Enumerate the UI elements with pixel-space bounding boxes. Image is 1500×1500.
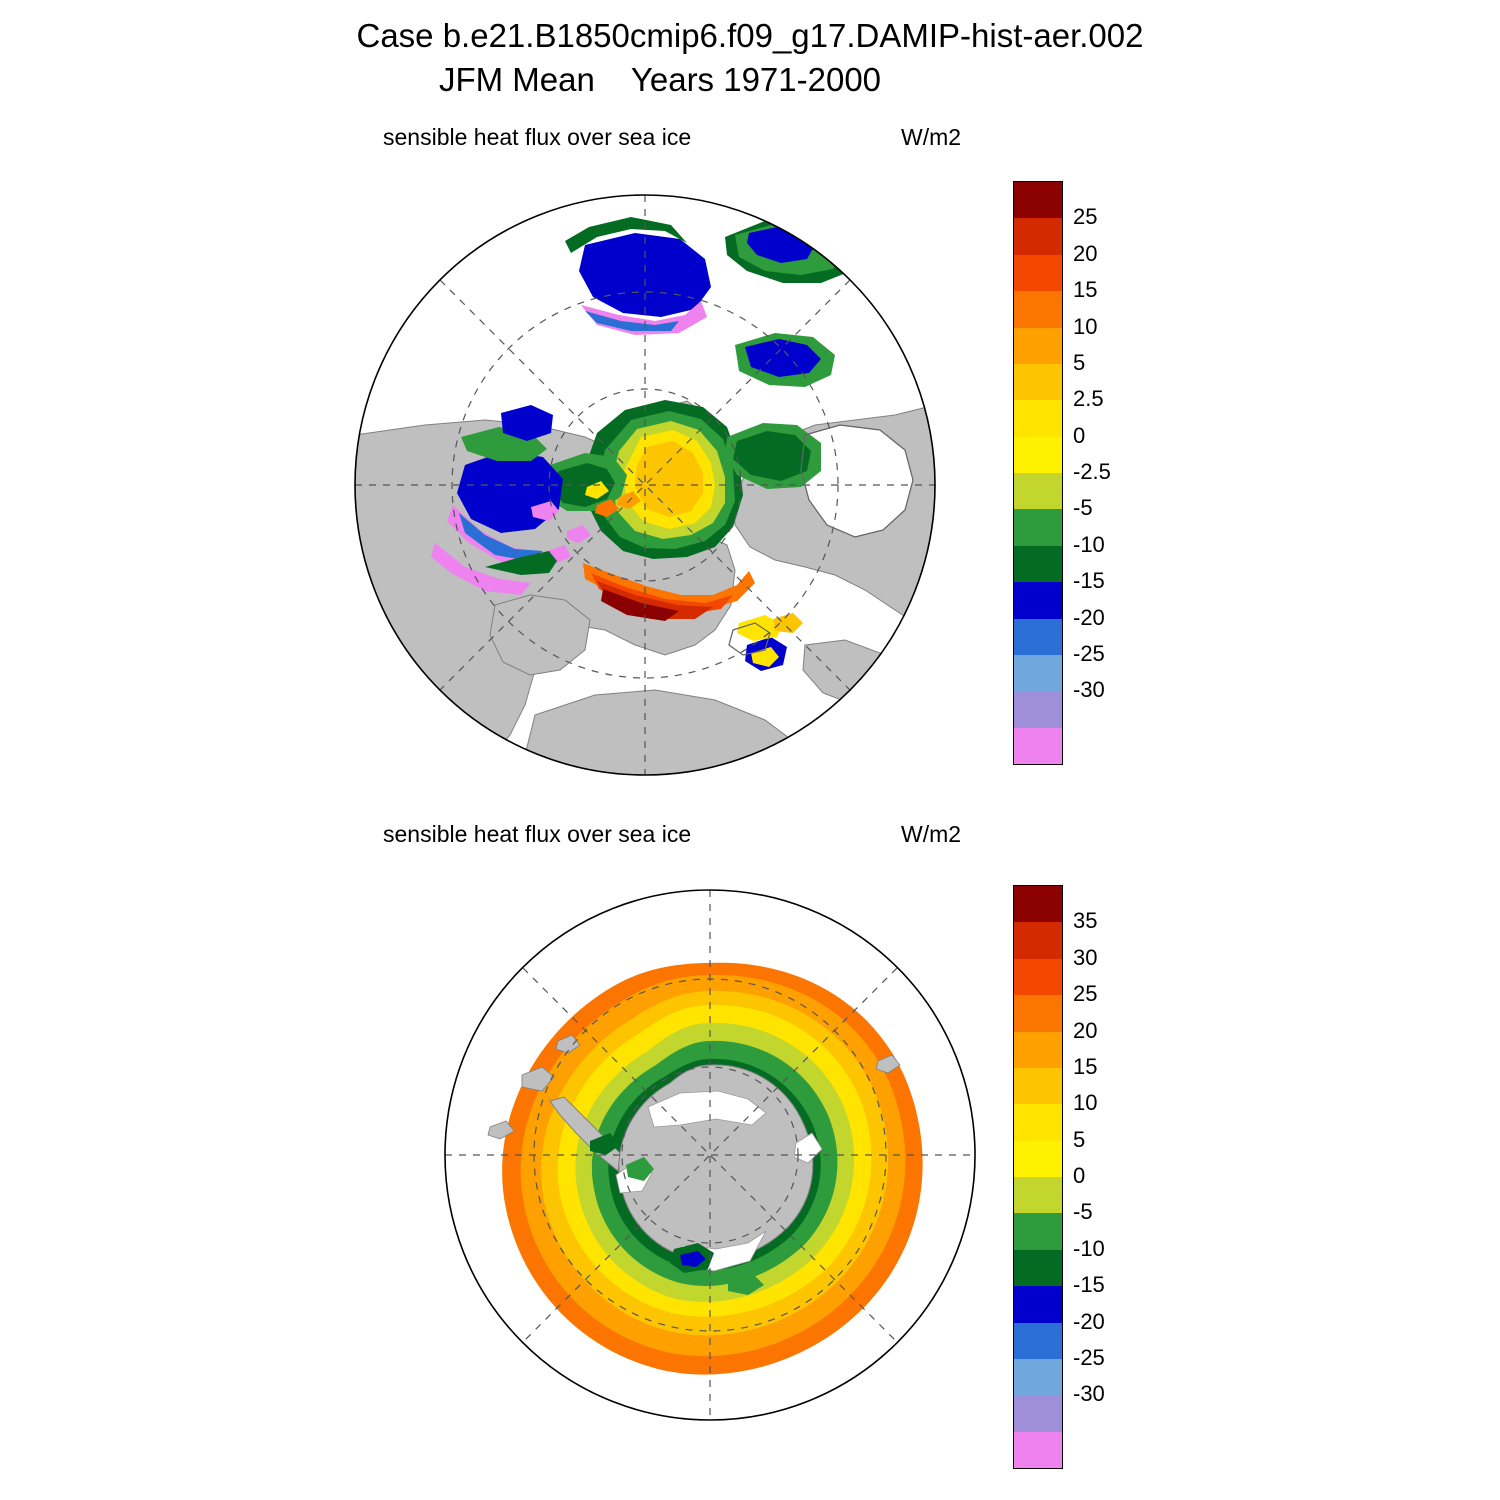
arctic-colorbar-strip <box>1013 181 1063 765</box>
arctic-units-label: W/m2 <box>901 124 962 150</box>
colorbar-tick-label: 15 <box>1073 1053 1098 1079</box>
colorbar-cell <box>1014 509 1062 545</box>
colorbar-cell <box>1014 1323 1062 1359</box>
antarctic-map[interactable] <box>430 875 990 1435</box>
colorbar-cell <box>1014 886 1062 922</box>
colorbar-tick-label: 15 <box>1073 277 1098 303</box>
colorbar-cell <box>1014 1068 1062 1104</box>
colorbar-tick-label: 0 <box>1073 422 1086 448</box>
colorbar-tick-label: 10 <box>1073 313 1098 339</box>
colorbar-tick-label: 25 <box>1073 204 1098 230</box>
colorbar-tick-label: -20 <box>1073 1308 1105 1334</box>
colorbar-cell <box>1014 1395 1062 1431</box>
antarctic-map-svg <box>430 875 990 1435</box>
colorbar-cell <box>1014 728 1062 764</box>
colorbar-tick-label: -30 <box>1073 1381 1105 1407</box>
colorbar-tick-label: -10 <box>1073 531 1105 557</box>
colorbar-tick-label: -5 <box>1073 495 1093 521</box>
arctic-map-svg <box>335 175 955 795</box>
figure-title <box>0 14 1500 102</box>
colorbar-tick-label: 20 <box>1073 1017 1098 1043</box>
colorbar-tick-label: -5 <box>1073 1199 1093 1225</box>
colorbar-cell <box>1014 546 1062 582</box>
colorbar-cell <box>1014 1286 1062 1322</box>
antarctic-units-label: W/m2 <box>901 821 962 847</box>
colorbar-cell <box>1014 1032 1062 1068</box>
colorbar-cell <box>1014 218 1062 254</box>
arctic-map[interactable] <box>335 175 955 795</box>
colorbar-tick-label: 0 <box>1073 1163 1086 1188</box>
colorbar-cell <box>1014 619 1062 655</box>
antarctic-field-label: sensible heat flux over sea ice <box>383 821 692 847</box>
colorbar-cell <box>1014 1359 1062 1395</box>
colorbar-cell <box>1014 291 1062 327</box>
arctic-colorbar-labels <box>1073 181 1143 763</box>
colorbar-cell <box>1014 1141 1062 1177</box>
colorbar-tick-label: -30 <box>1073 677 1105 703</box>
colorbar-tick-label: -25 <box>1073 640 1105 666</box>
colorbar-tick-label: 5 <box>1073 1126 1086 1152</box>
antarctic-colorbar-strip <box>1013 885 1063 1469</box>
colorbar-cell <box>1014 364 1062 400</box>
antarctic-colorbar-labels <box>1073 885 1143 1467</box>
colorbar-cell <box>1014 582 1062 618</box>
colorbar-cell <box>1014 473 1062 509</box>
colorbar-cell <box>1014 691 1062 727</box>
colorbar-tick-label: -20 <box>1073 604 1105 630</box>
colorbar-cell <box>1014 1104 1062 1140</box>
colorbar-tick-label: 25 <box>1073 981 1098 1007</box>
colorbar-cell <box>1014 922 1062 958</box>
title-line-2: JFM Mean Years 1971-2000 <box>438 61 882 98</box>
colorbar-tick-label: -10 <box>1073 1235 1105 1261</box>
colorbar-cell <box>1014 1177 1062 1213</box>
colorbar-tick-label: -15 <box>1073 1272 1105 1298</box>
colorbar-cell <box>1014 328 1062 364</box>
arctic-field-label: sensible heat flux over sea ice <box>383 124 692 150</box>
colorbar-cell <box>1014 437 1062 473</box>
colorbar-tick-label: 35 <box>1073 908 1098 934</box>
colorbar-cell <box>1014 1250 1062 1286</box>
colorbar-tick-label: 5 <box>1073 349 1086 375</box>
colorbar-cell <box>1014 995 1062 1031</box>
arctic-map-content <box>355 195 953 795</box>
colorbar-cell <box>1014 255 1062 291</box>
colorbar-tick-label: -2.5 <box>1073 459 1111 484</box>
colorbar-tick-label: 30 <box>1073 944 1098 970</box>
colorbar-tick-label: 10 <box>1073 1090 1098 1116</box>
colorbar-tick-label: -15 <box>1073 568 1105 594</box>
colorbar-cell <box>1014 400 1062 436</box>
colorbar-cell <box>1014 655 1062 691</box>
colorbar-cell <box>1014 1213 1062 1249</box>
colorbar-tick-label: 20 <box>1073 240 1098 266</box>
title-line-1: Case b.e21.B1850cmip6.f09_g17.DAMIP-hist-aer.002 <box>356 17 1144 54</box>
colorbar-tick-label: 2.5 <box>1073 386 1104 412</box>
antarctic-colorbar[interactable] <box>1013 885 1153 1467</box>
colorbar-cell <box>1014 1432 1062 1468</box>
arctic-colorbar[interactable] <box>1013 181 1153 763</box>
colorbar-cell <box>1014 182 1062 218</box>
colorbar-cell <box>1014 959 1062 995</box>
colorbar-tick-label: -25 <box>1073 1344 1105 1370</box>
